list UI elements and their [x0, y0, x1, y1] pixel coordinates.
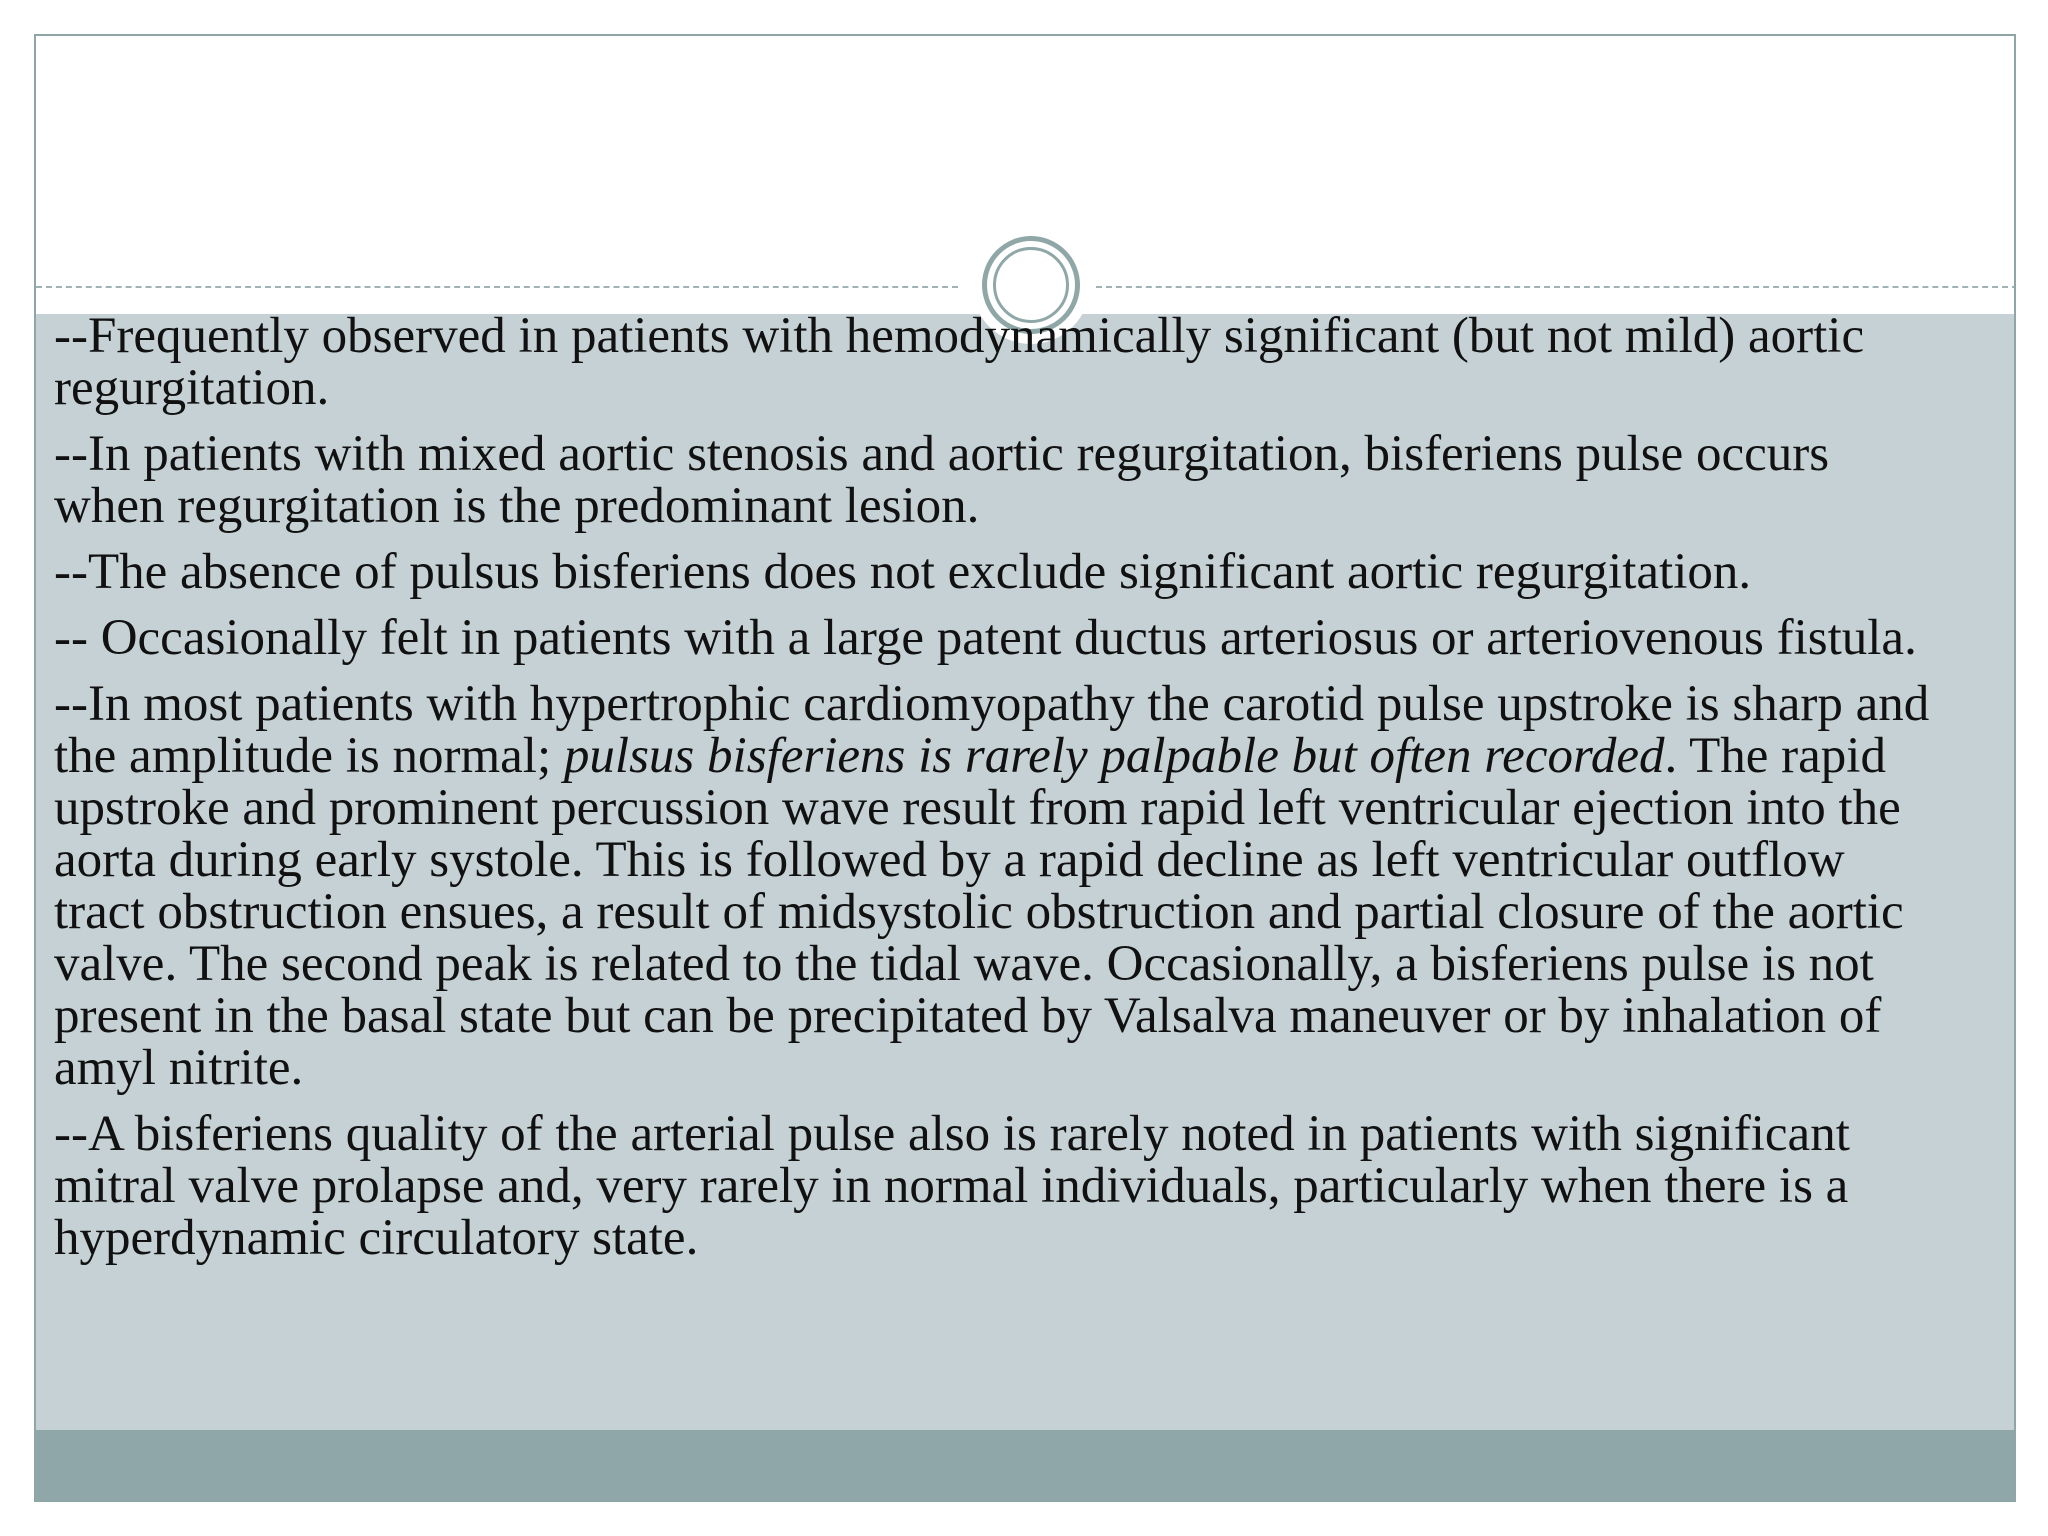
paragraph-1: --Frequently observed in patients with hemodynamically significant (but not mild) aortic regurgitation. — [54, 308, 1865, 416]
divider-line-right — [1096, 286, 2016, 288]
paragraph-5-intro: --In most patients with hypertrophic cardiomyopathy the carotid pulse upstroke is sharp and the amplitude is normal; — [54, 676, 1930, 784]
slide-body — [54, 310, 1934, 1278]
paragraph-4: -- Occasionally felt in patients with a large patent ductus arteriosus or arteriovenous fistula. — [54, 610, 1917, 666]
paragraph-2: --In patients with mixed aortic stenosis and aortic regurgitation, bisferiens pulse occurs when regurgitation is the predominant lesion. — [54, 426, 1830, 534]
paragraph-5-italic: pulsus bisferiens is rarely palpable but often recorded — [563, 728, 1665, 784]
paragraph-5 — [54, 678, 1934, 1094]
footer-band — [36, 1430, 2014, 1500]
paragraph-6: --A bisferiens quality of the arterial pulse also is rarely noted in patients with significant mitral valve prolapse and, very rarely in normal individuals, particularly when there is a hyperdynamic circulatory state. — [54, 1106, 1850, 1266]
paragraph-5-rest: . The rapid upstroke and prominent percussion wave result from rapid left ventricular ejection into the aorta during early systole. This is followed by a rapid decline as left ventricular outflow tract obstruction ensues, a result of midsystolic obstruction and partial closure of the aortic valve. The second peak is related to the tidal wave. Occasionally, a bisferiens pulse is not present in the basal state but can be precipitated by Valsalva maneuver or by inhalation of amyl nitrite. — [54, 728, 1904, 1096]
divider-line-left — [36, 286, 958, 288]
paragraph-3: --The absence of pulsus bisferiens does not exclude significant aortic regurgitation. — [54, 544, 1752, 600]
